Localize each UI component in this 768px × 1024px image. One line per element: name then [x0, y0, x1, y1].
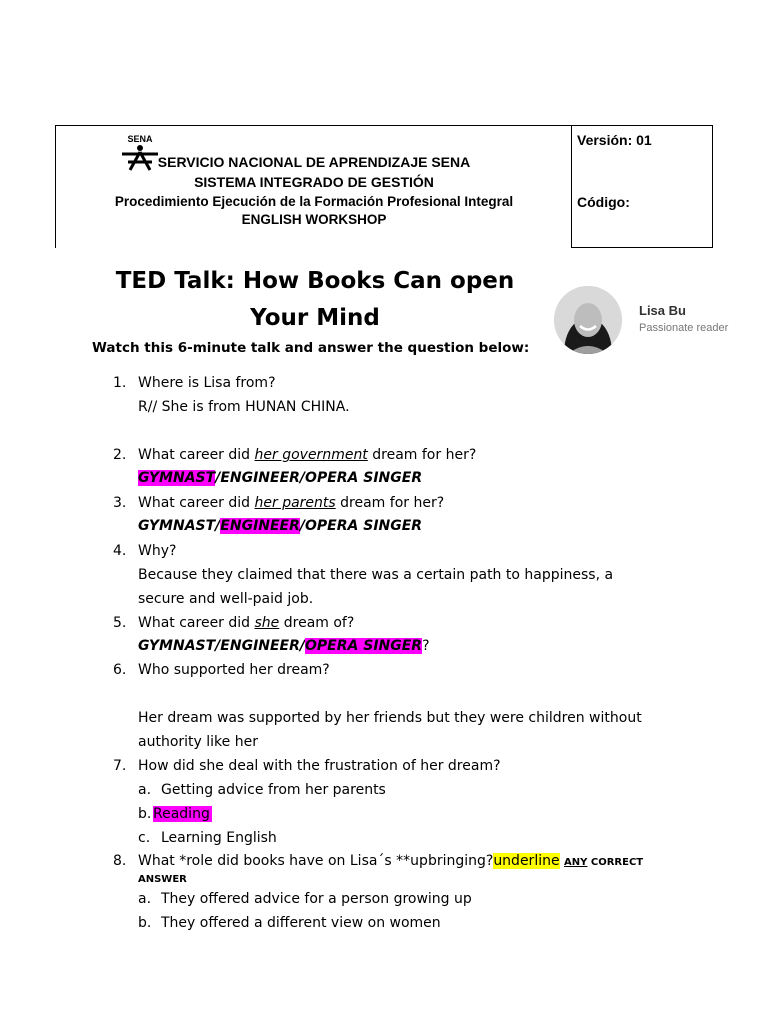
q6-answer-line-2: authority like her	[138, 734, 258, 750]
q7-option-a-label: a.	[138, 782, 152, 798]
q8-any: ANY	[564, 857, 588, 868]
q2-question-pre: What career did	[138, 447, 255, 463]
q7-option-c-label: c.	[138, 830, 151, 846]
q5-option-opera: OPERA SINGER	[305, 638, 423, 654]
q6-answer-line-1: Her dream was supported by her friends but they were children without	[138, 710, 642, 726]
q2-option-opera: OPERA SINGER	[305, 470, 423, 486]
q7-option-c: Learning English	[161, 830, 277, 846]
q8-question-text: What *role did books have on Lisa´s **upbringing?	[138, 853, 494, 869]
header-line-4: ENGLISH WORKSHOP	[241, 212, 387, 227]
q8-option-a-label: a.	[138, 891, 152, 907]
q6-question: Who supported her dream?	[138, 662, 330, 678]
q5-number: 5.	[113, 615, 127, 631]
q1-question: Where is Lisa from?	[138, 375, 276, 391]
header-line-3: Procedimiento Ejecución de la Formación Profesional Integral	[114, 194, 514, 209]
q1-number: 1.	[113, 375, 127, 391]
q8-question	[138, 853, 643, 869]
speaker-avatar	[554, 286, 622, 354]
sena-logo-text: SENA	[127, 134, 153, 144]
q7-option-a: Getting advice from her parents	[161, 782, 386, 798]
q4-answer-line-2: secure and well-paid job.	[138, 591, 314, 607]
q4-answer-line-1: Because they claimed that there was a certain path to happiness, a	[138, 567, 614, 583]
q7-option-b: Reading	[153, 806, 210, 822]
q6-number: 6.	[113, 662, 127, 678]
q8-number: 8.	[113, 853, 127, 869]
q3-question	[138, 495, 444, 511]
q5-question-underlined: she	[254, 615, 280, 631]
q4-question: Why?	[138, 543, 177, 559]
header-line-1: SERVICIO NACIONAL DE APRENDIZAJE SENA	[157, 154, 471, 170]
page-title-line-2: Your Mind	[250, 305, 380, 331]
speaker-name: Lisa Bu	[639, 303, 686, 318]
q2-option-gymnast: GYMNAST	[138, 470, 216, 486]
speaker-role: Passionate reader	[639, 322, 729, 334]
q1-answer: R// She is from HUNAN CHINA.	[138, 399, 350, 415]
header-meta-box	[571, 125, 713, 248]
q3-option-gymnast: GYMNAST/	[138, 518, 221, 534]
q3-question-pre: What career did	[138, 495, 255, 511]
q5-question-pre: What career did	[138, 615, 255, 631]
subtitle: Watch this 6-minute talk and answer the question below:	[92, 340, 530, 356]
q5-question-post: dream of?	[279, 615, 355, 631]
q2-question	[138, 447, 476, 463]
q3-question-post: dream for her?	[335, 495, 445, 511]
q3-option-opera: /OPERA SINGER	[299, 518, 423, 534]
q5-options	[138, 638, 430, 654]
q3-options	[138, 518, 422, 534]
q2-options	[138, 470, 422, 486]
q3-question-underlined: her parents	[254, 495, 336, 511]
q2-question-underlined: her government	[254, 447, 368, 463]
q2-question-post: dream for her?	[367, 447, 477, 463]
q2-number: 2.	[113, 447, 127, 463]
q7-number: 7.	[113, 758, 127, 774]
page-title-line-1: TED Talk: How Books Can open	[115, 268, 515, 294]
person-icon	[554, 286, 622, 354]
q5-question-mark: ?	[422, 638, 430, 654]
q5-option-gymnast-engineer: GYMNAST/ENGINEER/	[138, 638, 306, 654]
q5-question	[138, 615, 354, 631]
q8-option-b-label: b.	[138, 915, 152, 931]
code-label: Código:	[577, 194, 630, 210]
q7-question: How did she deal with the frustration of her dream?	[138, 758, 501, 774]
q8-underline-highlight: underline	[493, 853, 560, 869]
q8-option-b: They offered a different view on women	[161, 915, 441, 931]
q8-option-a: They offered advice for a person growing up	[161, 891, 472, 907]
q2-sep-1: /	[215, 470, 221, 486]
q8-answer-word: ANSWER	[138, 874, 187, 885]
header-line-2: SISTEMA INTEGRADO DE GESTIÓN	[194, 174, 434, 190]
q2-option-engineer: ENGINEER	[220, 470, 300, 486]
q7-option-b-label: b.	[138, 806, 152, 822]
q8-correct: CORRECT	[587, 857, 644, 868]
q2-sep-2: /	[299, 470, 306, 486]
q3-option-engineer: ENGINEER	[220, 518, 300, 534]
header-box	[55, 125, 571, 248]
q3-number: 3.	[113, 495, 127, 511]
version-label: Versión: 01	[577, 132, 652, 148]
q4-number: 4.	[113, 543, 127, 559]
